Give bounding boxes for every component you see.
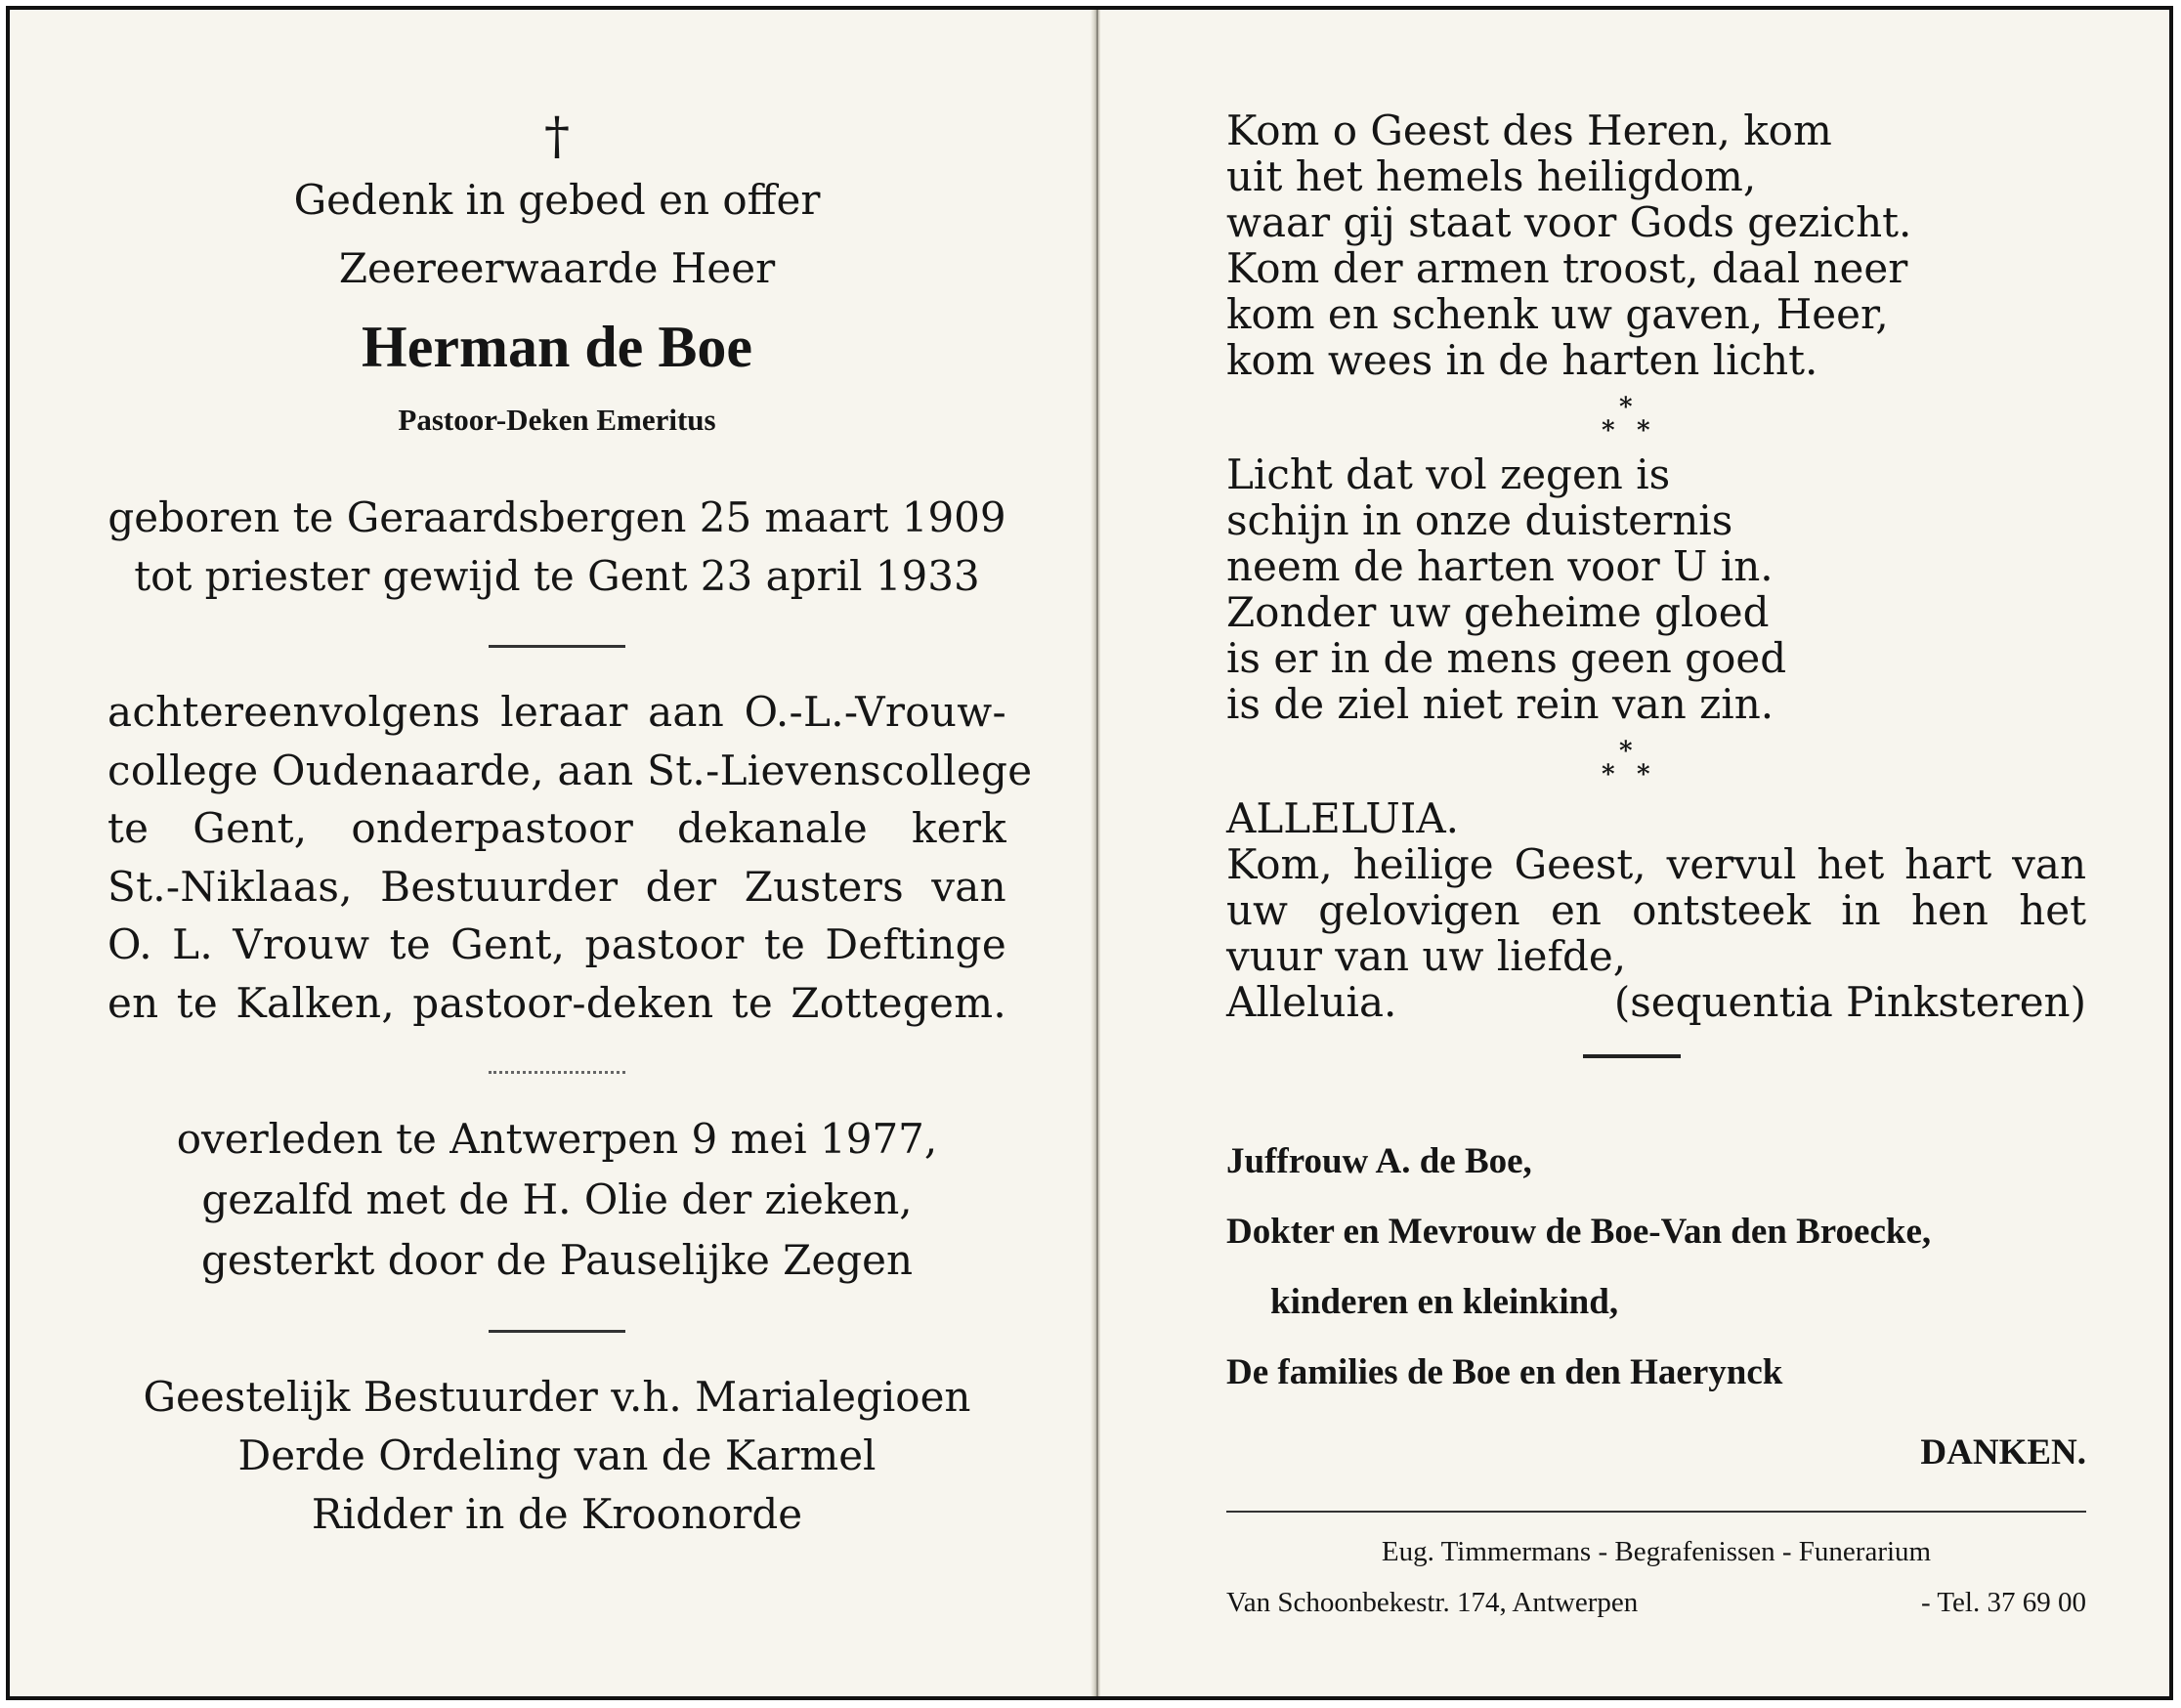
verse-2 [1226, 451, 2086, 727]
cross-symbol: † [544, 107, 570, 166]
honor-line: Geestelijk Bestuurder v.h. Marialegioen [143, 1373, 971, 1421]
asterism-star: * [1637, 416, 1650, 446]
printer-divider [1226, 1511, 2086, 1513]
family-line: Dokter en Mevrouw de Boe-Van den Broecke, [1226, 1212, 1932, 1252]
printer-block [1226, 1526, 2086, 1628]
divider-3 [489, 1330, 625, 1333]
deceased-title: Pastoor-Deken Emeritus [398, 403, 716, 437]
death-block [107, 1109, 1006, 1291]
verse-line: kom en schenk uw gaven, Heer, [1226, 290, 1889, 338]
verse-line: Licht dat vol zegen is [1226, 450, 1671, 498]
career-block [107, 683, 1033, 1032]
asterism-1 [1598, 387, 1656, 446]
intro-line-2: Zeereerwaarde Heer [338, 244, 776, 292]
asterism-2 [1598, 731, 1656, 790]
asterism-star: * [1637, 760, 1650, 790]
honors-block [107, 1368, 1006, 1544]
verse-line: waar gij staat voor Gods gezicht. [1226, 198, 1912, 246]
printer-line: Eug. Timmermans - Begrafenissen - Funerarium [1381, 1536, 1932, 1567]
verse-line: uit het hemels heiligdom, [1226, 152, 1757, 200]
career-line: te Gent, onderpastoor dekanale kerk [107, 804, 1006, 852]
divider-1 [489, 645, 625, 648]
divider-2 [489, 1071, 625, 1074]
memorial-card [6, 6, 2173, 1700]
prayer-block [1226, 795, 2086, 1025]
intro-line-1: Gedenk in gebed en offer [293, 176, 821, 224]
left-page [107, 107, 1033, 1544]
verse-line: Kom der armen troost, daal neer [1226, 244, 1908, 292]
family-line: De families de Boe en den Haerynck [1226, 1352, 1783, 1392]
prayer-heading: ALLELUIA. [1226, 794, 1460, 842]
prayer-closing-row [1226, 979, 2086, 1025]
prayer-source: (sequentia Pinksteren) [1613, 978, 2086, 1026]
honor-line: Derde Ordeling van de Karmel [237, 1431, 877, 1479]
asterism-star: * [1602, 416, 1615, 446]
honor-line: Ridder in de Kroonorde [311, 1490, 803, 1538]
verse-line: kom wees in de harten licht. [1226, 336, 1818, 384]
death-line: overleden te Antwerpen 9 mei 1977, [176, 1115, 938, 1163]
asterism-star: * [1602, 760, 1615, 790]
career-line: achtereenvolgens leraar aan O.-L.-Vrouw- [107, 688, 1006, 736]
verse-line: schijn in onze duisternis [1226, 496, 1733, 544]
career-line: en te Kalken, pastoor-deken te Zottegem. [107, 978, 1006, 1027]
right-page [1226, 107, 2086, 1628]
death-line: gezalfd met de H. Olie der zieken, [201, 1175, 913, 1223]
printer-phone: - Tel. 37 69 00 [1920, 1587, 2086, 1618]
family-block [1226, 1127, 2086, 1408]
thanks-line: DANKEN. [1920, 1432, 2086, 1473]
asterism-star: * [1619, 393, 1633, 422]
ordination-line: tot priester gewijd te Gent 23 april 1933 [134, 552, 980, 600]
career-line: college Oudenaarde, aan St.-Lievenscollege [107, 746, 1033, 794]
verse-line: is er in de mens geen goed [1226, 634, 1787, 682]
birth-ordination-block [107, 489, 1006, 606]
verse-1 [1226, 107, 2086, 383]
verse-line: Kom o Geest des Heren, kom [1226, 107, 1832, 154]
asterism-star: * [1619, 737, 1633, 766]
verse-line: Zonder uw geheime gloed [1226, 588, 1770, 636]
divider-right [1583, 1054, 1681, 1058]
prayer-line: vuur van uw liefde, [1226, 932, 1627, 980]
career-line: St.-Niklaas, Bestuurder der Zusters van [107, 862, 1006, 911]
family-line: Juffrouw A. de Boe, [1226, 1141, 1532, 1181]
prayer-line: uw gelovigen en ontsteek in hen het [1226, 886, 2086, 934]
prayer-line: Kom, heilige Geest, vervul het hart van [1226, 840, 2086, 888]
family-line: kinderen en kleinkind, [1270, 1282, 1619, 1322]
prayer-closing: Alleluia. [1226, 978, 1397, 1026]
career-line: O. L. Vrouw te Gent, pastoor te Deftinge [107, 920, 1006, 968]
card-fold [1090, 10, 1100, 1696]
printer-address-row [1226, 1577, 2086, 1628]
verse-line: is de ziel niet rein van zin. [1226, 680, 1775, 728]
deceased-name: Herman de Boe [362, 315, 752, 379]
printer-address: Van Schoonbekestr. 174, Antwerpen [1226, 1587, 1639, 1618]
death-line: gesterkt door de Pauselijke Zegen [200, 1236, 913, 1284]
birth-line: geboren te Geraardsbergen 25 maart 1909 [107, 493, 1006, 541]
verse-line: neem de harten voor U in. [1226, 542, 1774, 590]
fold-line [1096, 10, 1098, 1696]
